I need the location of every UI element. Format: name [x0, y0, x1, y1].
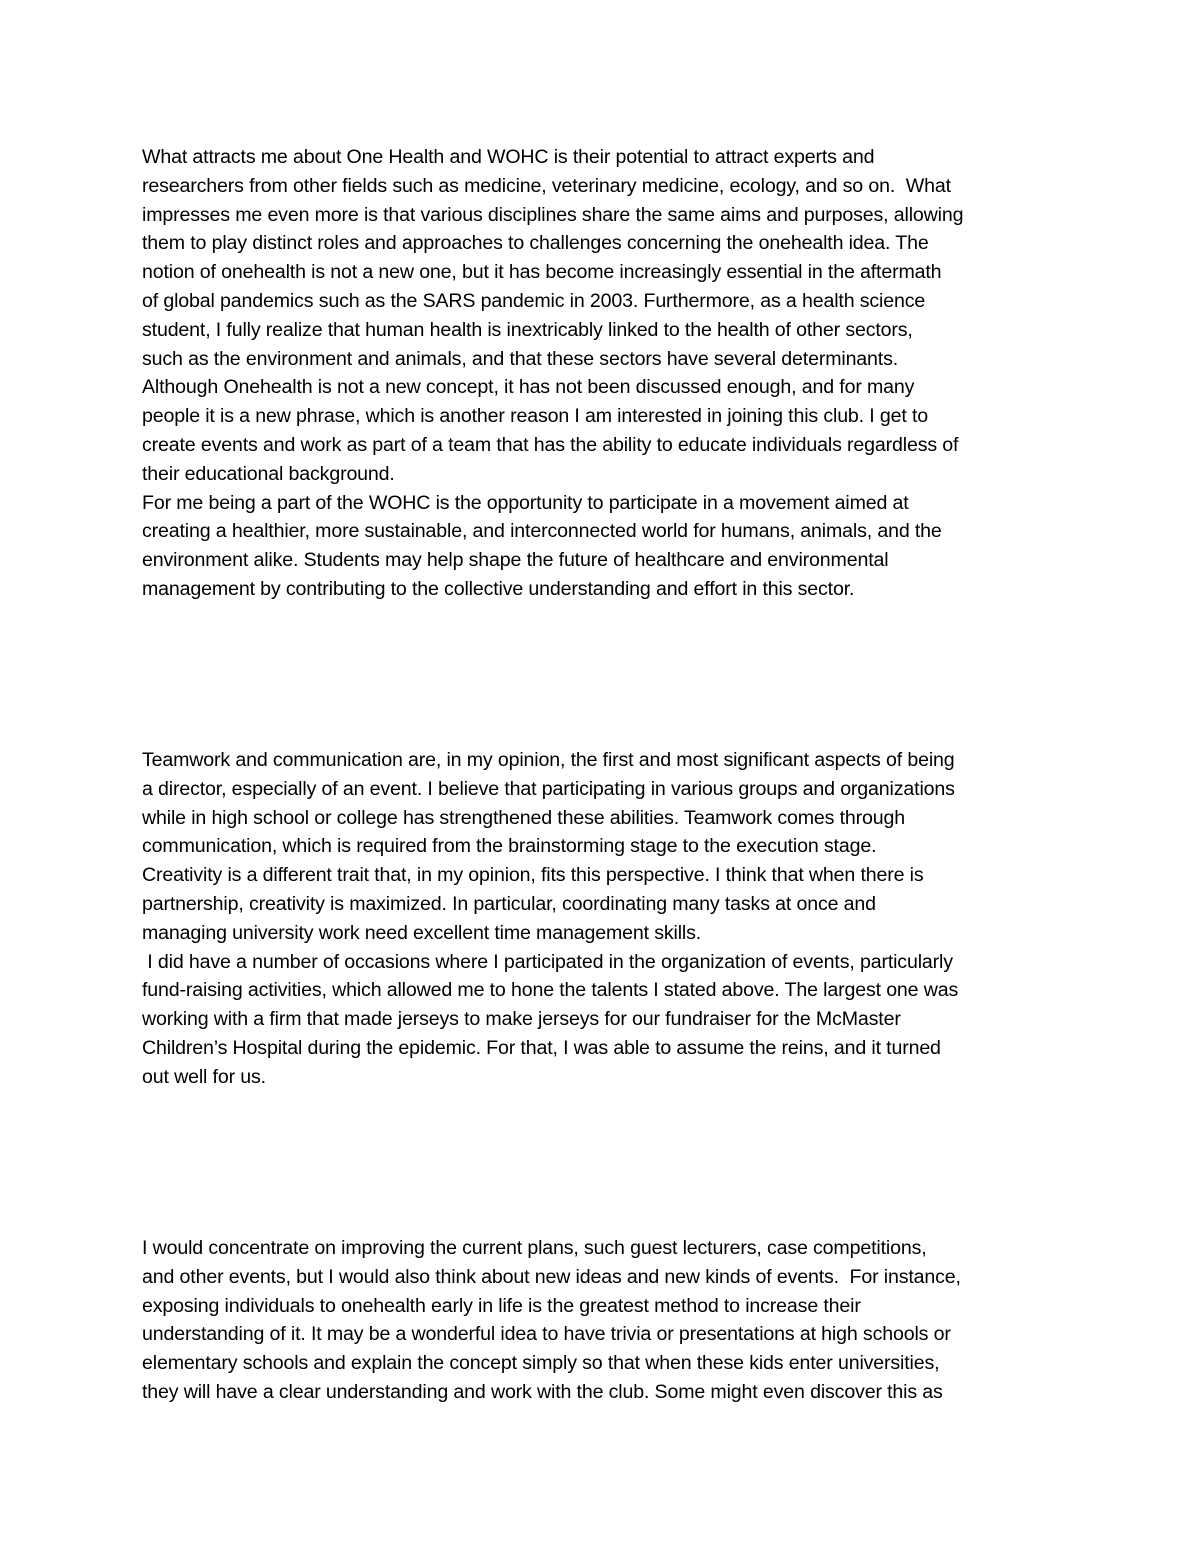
paragraph-section-2: [142, 746, 1072, 1092]
text-line: management by contributing to the collective understanding and effort in this sector.: [142, 577, 855, 600]
text-line: they will have a clear understanding and work with the club. Some might even discover this as: [142, 1380, 943, 1403]
text-line: Creativity is a different trait that, in my opinion, fits this perspective. I think that when there is: [142, 864, 924, 887]
text-line: creating a healthier, more sustainable, and interconnected world for humans, animals, and the: [142, 520, 942, 543]
text-line: For me being a part of the WOHC is the opportunity to participate in a movement aimed at: [142, 491, 909, 514]
text-line: impresses me even more is that various disciplines share the same aims and purposes, allowing: [142, 203, 964, 226]
text-line: elementary schools and explain the concept simply so that when these kids enter universities,: [142, 1352, 940, 1375]
text-line: partnership, creativity is maximized. In particular, coordinating many tasks at once and: [142, 892, 876, 915]
text-line: exposing individuals to onehealth early in life is the greatest method to increase their: [142, 1294, 861, 1317]
text-line: researchers from other fields such as medicine, veterinary medicine, ecology, and so on. What: [142, 174, 951, 197]
text-line: people it is a new phrase, which is another reason I am interested in joining this club. I get to: [142, 405, 928, 428]
text-line: What attracts me about One Health and WOHC is their potential to attract experts and: [142, 146, 875, 168]
text-line: Children’s Hospital during the epidemic. For that, I was able to assume the reins, and it turned: [142, 1036, 941, 1059]
text-line: I would concentrate on improving the current plans, such guest lecturers, case competitions,: [142, 1237, 927, 1259]
paragraph-section-3: [142, 1234, 1072, 1407]
text-line: out well for us.: [142, 1065, 266, 1088]
text-line: working with a firm that made jerseys to make jerseys for our fundraiser for the McMaster: [142, 1008, 901, 1031]
text-line: a director, especially of an event. I believe that participating in various groups and organizations: [142, 777, 955, 800]
text-line: them to play distinct roles and approaches to challenges concerning the onehealth idea. The: [142, 232, 929, 255]
text-line: managing university work need excellent time management skills.: [142, 921, 702, 944]
text-line: understanding of it. It may be a wonderful idea to have trivia or presentations at high schools or: [142, 1323, 951, 1346]
text-line: create events and work as part of a team that has the ability to educate individuals regardless of: [142, 433, 959, 456]
text-line: such as the environment and animals, and that these sectors have several determinants.: [142, 347, 899, 370]
paragraph-section-1: [142, 143, 1072, 604]
text-line: environment alike. Students may help shape the future of healthcare and environmental: [142, 549, 889, 572]
text-line: student, I fully realize that human health is inextricably linked to the health of other sectors,: [142, 318, 913, 341]
text-line: while in high school or college has strengthened these abilities. Teamwork comes through: [142, 806, 906, 829]
text-line: and other events, but I would also think about new ideas and new kinds of events. For instance,: [142, 1265, 961, 1288]
text-line: communication, which is required from the brainstorming stage to the execution stage.: [142, 835, 877, 858]
text-line: of global pandemics such as the SARS pandemic in 2003. Furthermore, as a health science: [142, 289, 926, 312]
text-line: fund-raising activities, which allowed me to hone the talents I stated above. The largest one was: [142, 979, 959, 1002]
text-line: Teamwork and communication are, in my opinion, the first and most significant aspects of being: [142, 749, 955, 771]
text-line: their educational background.: [142, 462, 395, 485]
text-line: Although Onehealth is not a new concept, it has not been discussed enough, and for many: [142, 376, 915, 399]
text-line: I did have a number of occasions where I participated in the organization of events, particularly: [142, 950, 953, 973]
text-line: notion of onehealth is not a new one, but it has become increasingly essential in the aftermath: [142, 261, 942, 284]
